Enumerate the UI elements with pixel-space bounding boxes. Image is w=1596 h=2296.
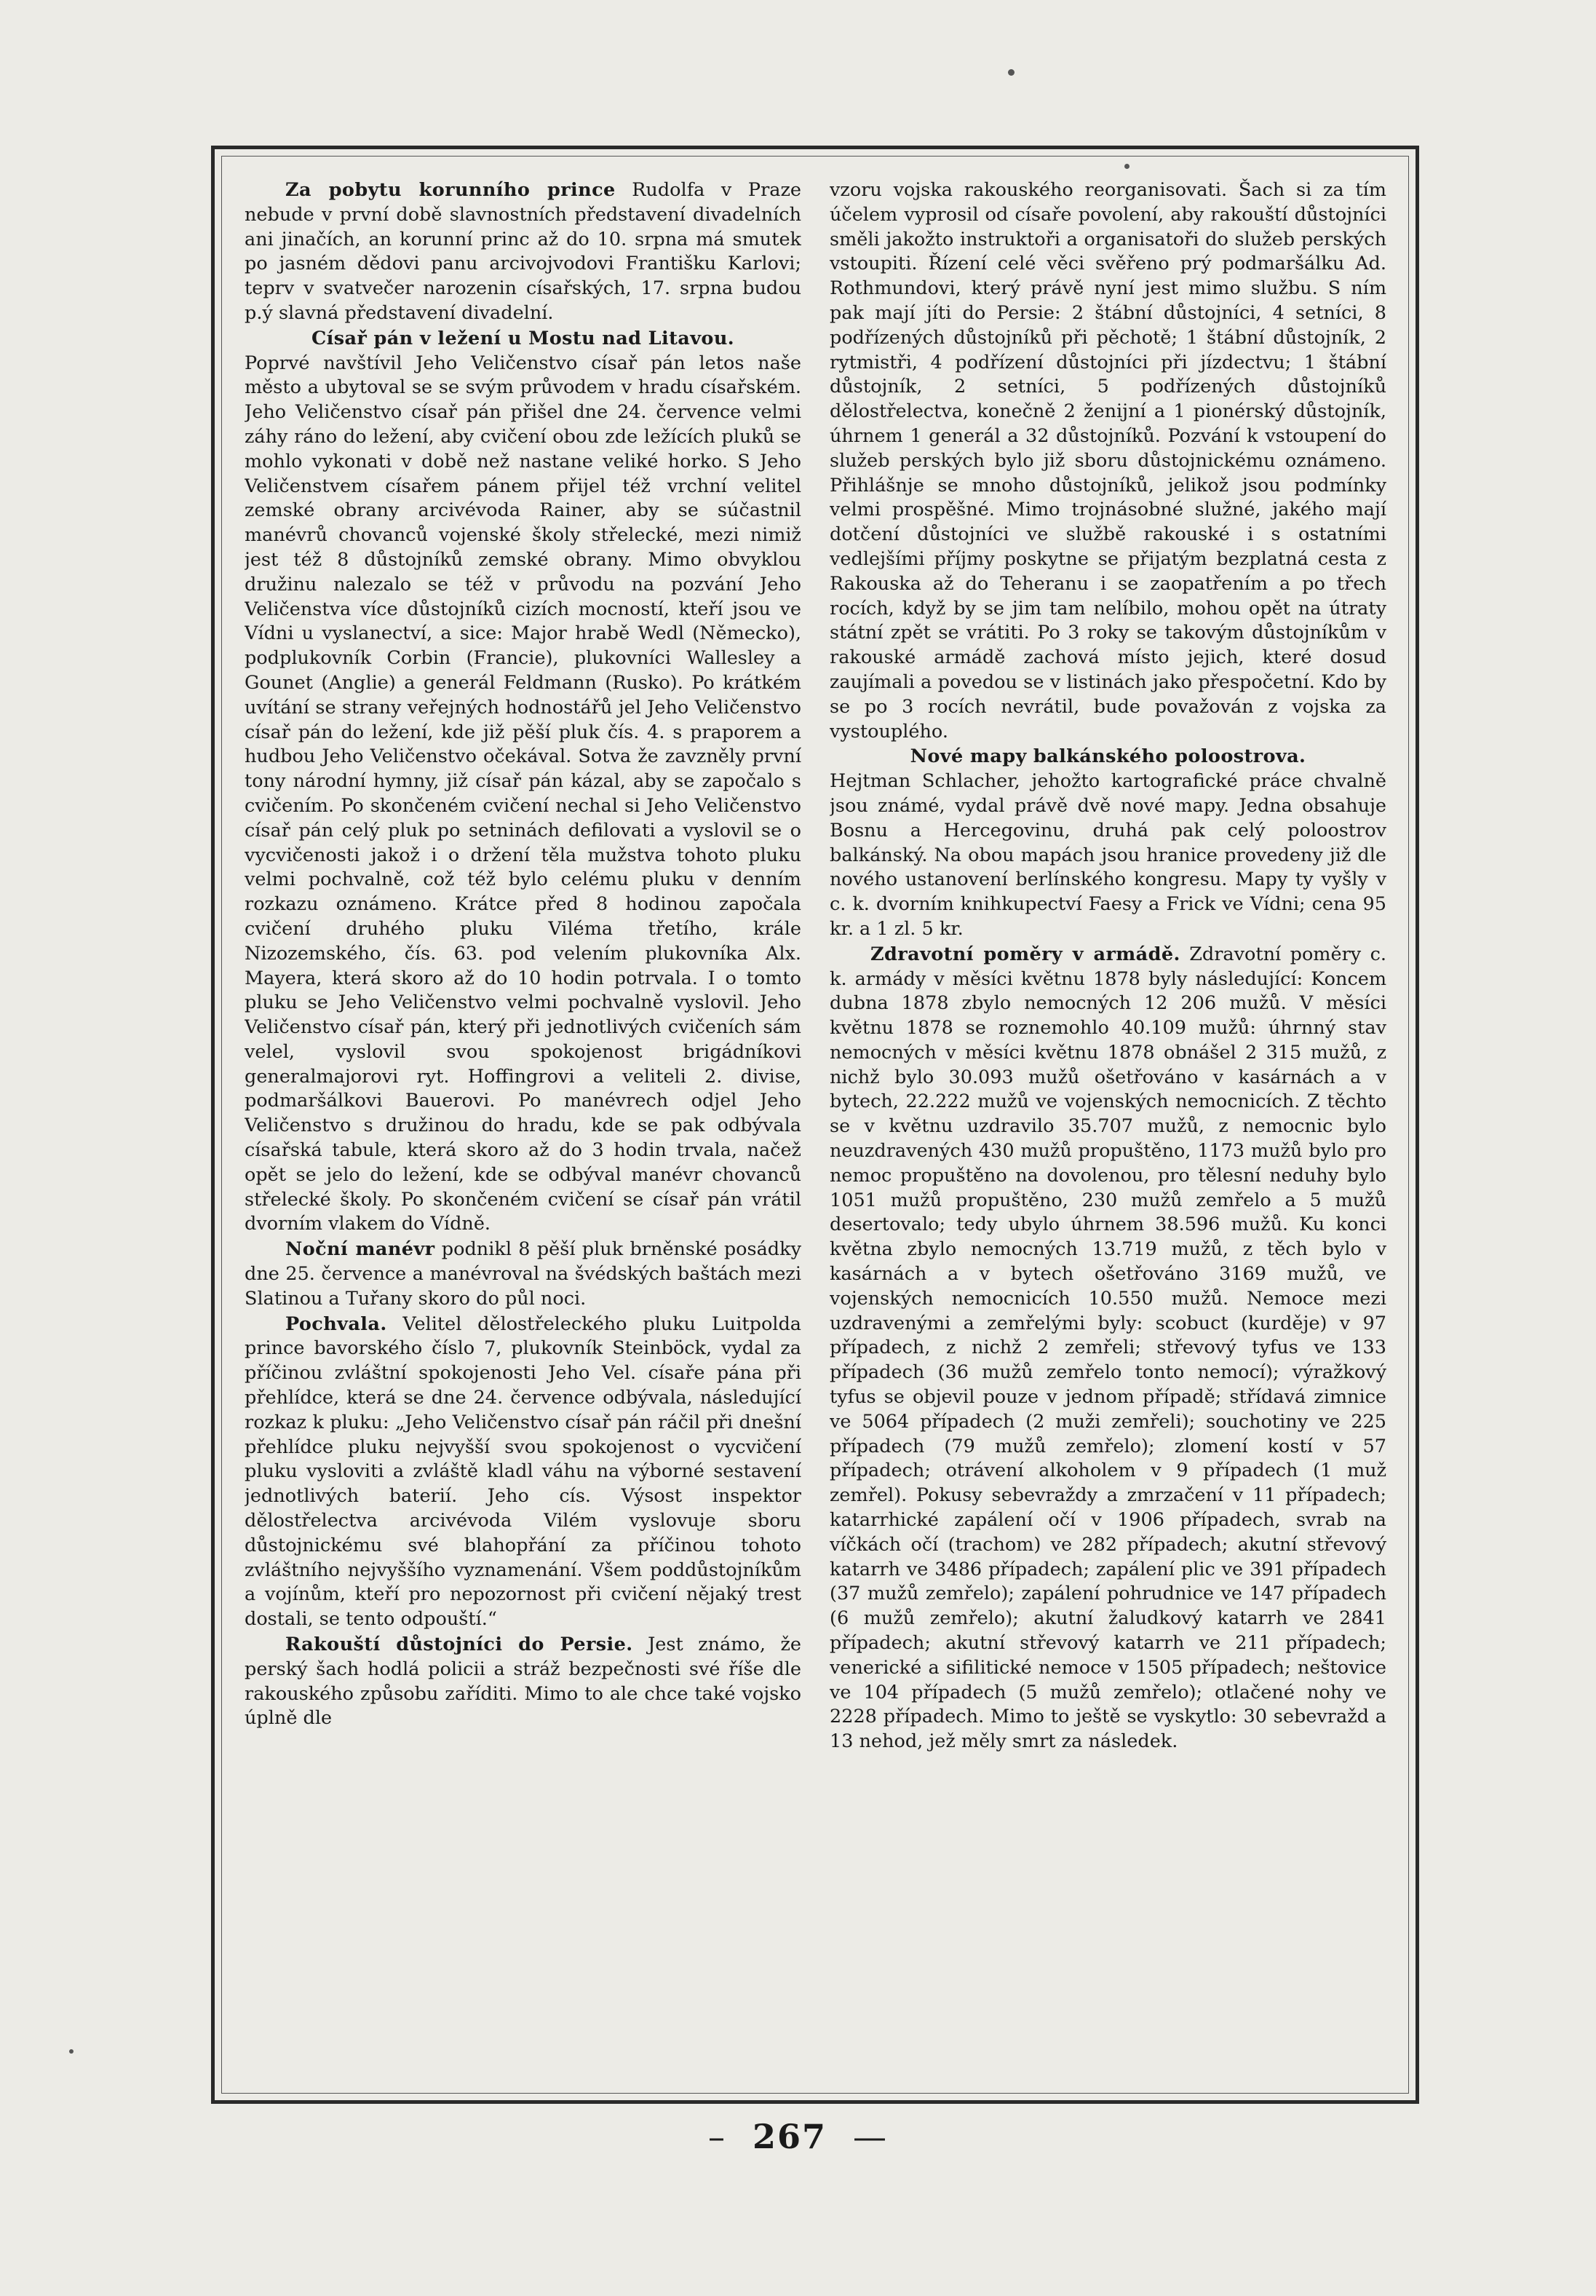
article-headline: Rakouští důstojníci do Persie.	[285, 1634, 633, 1656]
article-paragraph	[245, 178, 801, 326]
article-headline: Zdravotní poměry v armádě.	[870, 943, 1180, 965]
footer-dash-right: —	[853, 2117, 889, 2156]
page-number: 267	[752, 2117, 827, 2156]
article-text: Velitel dělostřeleckého pluku Luitpolda prince bavorského číslo 7, plukovník Steinböck, vydal za příčinou zvláštní spokojenosti Jeho Vel. císaře pána při přehlídce, která se dne 24. července odbývala, následující rozkaz k pluku: „Jeho Veličenstvo císař pán ráčil při dnešní přehlídce pluku nejvyšší svou spokojenost o vycvičení pluku vysloviti a zvláště kladl váhu na výborné sestavení jednotlivých baterií. Jeho cís. Výsost inspektor dělostřelectva arcivévoda Vilém vyslovuje sboru důstojnickému své blahopřání za příčinou tohoto zvláštního nejvyššího vyznamenání. Všem poddůstojníkům a vojínům, kteří pro nepozornost při cvičení nějaký trest dostali, se tento odpouští.“	[245, 1313, 801, 1631]
print-speck	[1008, 69, 1015, 76]
article-paragraph	[830, 943, 1386, 1754]
left-column	[245, 178, 801, 2086]
article-paragraph	[245, 1313, 801, 1632]
article-text: Hejtman Schlacher, jehožto kartografické práce chvalně jsou známé, vydal právě dvě nové mapy. Jedna obsahuje Bosnu a Hercegovinu, druhá pak celý poloostrov balkánský. Na obou mapách jsou hranice provedeny již dle nového ustanovení berlínského kongresu. Mapy ty vyšly v c. k. dvorním knihkupectví Faesy a Frick ve Vídni; cena 95 kr. a 1 zl. 5 kr.	[830, 770, 1386, 940]
right-column	[830, 178, 1386, 2086]
page-footer	[0, 2117, 1596, 2156]
article-text: Poprvé navštívil Jeho Veličenstvo císař pán letos naše město a ubytoval se se svým průvodem v hradu císařském. Jeho Veličenstvo císař pán přišel dne 24. července velmi záhy ráno do ležení, aby cvičení obou zde ležících pluků se mohlo vykonati v době než nastane veliké horko. S Jeho Veličenstvem císařem pánem přijel též vrchní velitel zemské obrany arcivévoda Rainer, aby se súčastnil manévrů chovanců vojenské školy střelecké, mezi nimiž jest též 8 důstojníků zemské obrany. Mimo obvyklou družinu nalezalo se též v průvodu na pozvání Jeho Veličenstva více důstojníků cizích mocností, kteří jsou ve Vídni u vyslanectví, a sice: Major hrabě Wedl (Německo), podplukovník Corbin (Francie), plukovníci Wallesley a Gounet (Anglie) a generál Feldmann (Rusko). Po krátkém uvítání se strany veřejných hodnostářů jel Jeho Veličenstvo císař pán do ležení, kde již pěší pluk čís. 4. s praporem a hudbou Jeho Veličenstvo očekával. Sotva že zavzněly první tony národní hymny, již císař pán kázal, aby se započalo s cvičením. Po skončeném cvičení nechal si Jeho Veličenstvo císař pán celý pluk po setninách defilovati a vyslovil se o vycvičenosti jakož i o držení těla mužstva tohoto pluku velmi pochvalně, což též bylo celému pluku v denním rozkazu oznámeno. Krátce před 8 hodinou započala cvičení druhého pluku Viléma třetího, krále Nizozemského, čís. 63. pod velením plukovníka Alx. Mayera, která skoro až do 10 hodin potrvala. I o tomto pluku se Jeho Veličenstvo velmi pochvalně vyslovil. Jeho Veličenstvo císař pán, který při jednotlivých cvičeních sám velel, vyslovil svou spokojenost brigádníkovi generalmajorovi ryt. Hoffingrovi a veliteli 2. divise, podmaršálkovi Bauerovi. Po manévrech odjel Jeho Veličenstvo s družinou do hradu, kde se pak odbývala císařská tabule, která skoro až do 3 hodin trvala, načež opět se jelo do ležení, kde se odbýval manévr chovanců střelecké školy. Po skončeném cvičení se císař pán vrátil dvorním vlakem do Vídně.	[245, 352, 801, 1235]
article-headline: Pochvala.	[285, 1313, 387, 1335]
article-heading: Císař pán v ležení u Mostu nad Litavou.	[311, 327, 735, 349]
article-heading: Nové mapy balkánského poloostrova.	[910, 745, 1306, 768]
article-text: podnikl 8 pěší pluk brněnské posádky dne 25. července a manévroval na švédských baštách mezi Slatinou a Tuřany skoro do půl noci.	[245, 1238, 801, 1310]
article-paragraph	[245, 1238, 801, 1311]
footer-dash-left: –	[707, 2117, 726, 2156]
article-text: Zdravotní poměry c. k. armády v měsíci květnu 1878 byly následující: Koncem dubna 1878 zbylo nemocných 12 206 mužů. V měsíci květnu 1878 se roznemohlo 40.109 mužů: úhrnný stav nemocných v měsíci květnu 1878 obnášel 2 315 mužů, z nichž bylo 30.093 mužů ošetřováno v kasárnách a v bytech, 22.222 mužů ve vojenských nemocnicích. Z těchto se v květnu uzdravilo 35.707 mužů, z nemocnic bylo neuzdravených 430 mužů propuštěno, 1173 mužů bylo pro nemoc propuštěno na dovolenou, pro tělesní neduhy bylo 1051 mužů propuštěno, 230 mužů zemřelo a 5 mužů desertovalo; tedy ubylo úhrnem 38.596 mužů. Ku konci května zbylo nemocných 13.719 mužů, z těch bylo v kasárnách a v bytech ošetřováno 3169 mužů, ve vojenských nemocnicích 10.550 mužů. Nemoce mezi uzdravenými a zemřelými byly: scobuct (kurděje) v 97 případech, z nichž 2 zemřeli; střevový tyfus ve 133 případech (36 mužů zemřelo tonto nemocí); výražkový tyfus se objevil pouze v jednom případě; střídavá zimnice ve 5064 případech (2 muži zemřeli); souchotiny ve 225 případech (79 mužů zemřelo); zlomení kostí v 57 případech; otrávení alkoholem v 9 případech (1 muž zemřel). Pokusy sebevraždy a zmrzačení v 11 případech; katarrhické zapálení očí v 1906 případech, svrab na víčkách očí (trachom) ve 282 případech; akutní střevový katarrh ve 3486 případech; zapálení plic ve 391 případech (37 mužů zemřelo); zapálení pohrudnice ve 147 případech (6 mužů zemřelo); akutní žaludkový katarrh ve 2841 případech; akutní střevový katarrh ve 211 případech; venerické a sifilitické nemoce v 1505 případech; neštovice ve 104 případech (5 mužů zemřelo); otlačené nohy ve 2228 případech. Mimo to ještě se vyskytlo: 30 sebevražd a 13 nehod, jež měly smrt za následek.	[830, 943, 1386, 1753]
print-speck	[69, 2049, 74, 2054]
article-text: vzoru vojska rakouského reorganisovati. Šach si za tím účelem vyprosil od císaře povolení, aby rakouští důstojníci směli jakožto instruktoři a organisatoři do služeb perských vstoupiti. Řízení celé věci svěřeno prý podmaršálku Ad. Rothmundovi, který právě nyní jest mimo službu. S ním pak mají jíti do Persie: 2 štábní důstojníci, 4 setníci, 8 podřízených důstojníků při pěchotě; 1 štábní důstojník, 2 rytmistři, 4 podřízení důstojníci při jízdectvu; 1 štábní důstojník, 2 setníci, 5 podřízených důstojníků dělostřelectva, konečně 2 ženijní a 1 pionérský důstojník, úhrnem 1 generál a 32 důstojníků. Pozvání k vstoupení do služeb perských bylo již sboru důstojnickému oznámeno. Přihlášnje se mnoho důstojníků, jelikož jsou podmínky velmi prospěšné. Mimo trojnásobné služné, jakého mají dotčení důstojníci ve službě rakouské i s ostatními vedlejšími příjmy poskytne se přijatým bezplatná cesta z Rakouska až do Teheranu i se zaopatřením a po třech rocích, když by se jim tam nelíbilo, mohou opět na útraty státní zpět se vrátiti. Po 3 roky se takovým důstojníkům v rakouské armádě zachová místo jejich, které dosud zaujímali a povedou se v listinách jako přespočetní. Kdo by se po 3 rocích nevrátil, bude považován z vojska za vystouplého.	[830, 179, 1386, 743]
article-paragraph	[830, 178, 1386, 744]
article-paragraph	[830, 745, 1386, 941]
article-paragraph	[245, 1633, 801, 1731]
article-text: Jest známo, že perský šach hodlá policii a stráž bezpečnosti své říše dle rakouského způsobu zaříditi. Mimo to ale chce také vojsko úplně dle	[245, 1634, 801, 1730]
article-headline: Noční manévr	[285, 1238, 435, 1261]
article-headline: Za pobytu korunního prince	[285, 179, 616, 201]
article-text: Rudolfa v Praze nebude v první době slavnostních představení divadelních ani jinačích, an korunní princ až do 10. srpna má smutek po jasném dědovi panu arcivojvodovi Františku Karlovi; teprv v svatvečer narozenin císařských, 17. srpna budou p.ý slavná představení divadelní.	[245, 179, 801, 324]
print-speck	[1124, 164, 1129, 169]
article-paragraph	[245, 327, 801, 1237]
